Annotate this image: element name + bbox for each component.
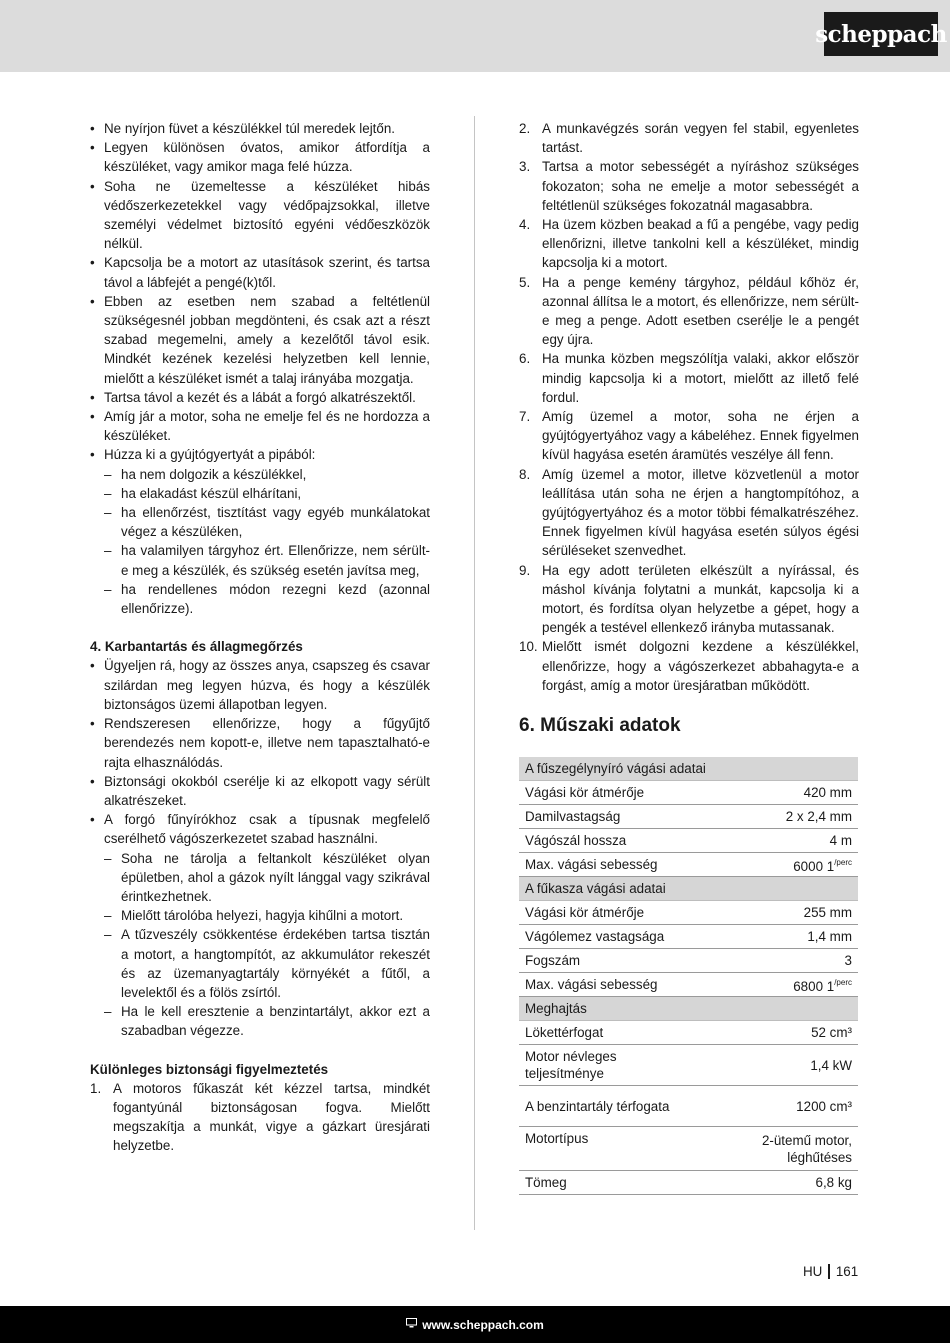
sub-list-item: – Mielőtt tárolóba helyezi, hagyja kihűlni a motort.	[104, 906, 430, 925]
spec-value: 2 x 2,4 mm	[694, 805, 858, 829]
numbered-item	[519, 465, 859, 561]
page-number-value: 161	[835, 1264, 859, 1279]
numbered-item	[519, 157, 859, 215]
header-bar	[0, 0, 950, 72]
numbered-item	[519, 407, 859, 465]
spec-value	[694, 973, 858, 997]
list-item: • Legyen különösen óvatos, amikor átfordítja a készüléket, vagy amikor maga felé húzza.	[90, 138, 430, 176]
spec-label: Tömeg	[519, 1171, 694, 1195]
table-row	[519, 829, 858, 853]
spec-label: Motor névleges teljesítménye	[519, 1045, 694, 1086]
list-item: • Ne nyírjon füvet a készülékkel túl meredek lejtőn.	[90, 119, 430, 138]
table-row	[519, 949, 858, 973]
list-item: • Ügyeljen rá, hogy az összes anya, csapszeg és csavar szilárdan meg legyen húzva, és hogy a készülék biztonságos üzemi állapotban legyen.	[90, 656, 430, 714]
right-column	[519, 119, 859, 1195]
table-section-row	[519, 757, 858, 781]
numbered-item	[519, 637, 859, 695]
spec-value: 3	[694, 949, 858, 973]
spec-value-unit: /perc	[834, 858, 852, 868]
list-item: • Amíg jár a motor, soha ne emelje fel és ne hordozza a készüléket.	[90, 407, 430, 445]
sub-list-item: – Ha le kell eresztenie a benzintartályt, akkor ezt a szabadban végezze.	[104, 1002, 430, 1040]
spec-label: Fogszám	[519, 949, 694, 973]
technical-data-table	[519, 757, 858, 1195]
spec-value-number: 6000 1	[793, 859, 835, 875]
website-url[interactable]: www.scheppach.com	[422, 1317, 544, 1332]
numbered-item	[90, 1079, 430, 1156]
item-text: A motoros fűkaszát két kézzel tartsa, mindkét fogantyúnál biztonságosan fogva. Mielőtt megszakítja a munkát, vigye a gázkart üresjárati helyzetbe.	[113, 1080, 430, 1154]
table-row	[519, 1021, 858, 1045]
table-row	[519, 853, 858, 877]
brand-logo: scheppach	[824, 12, 938, 56]
language-code: HU	[803, 1264, 823, 1279]
list-item-text: Húzza ki a gyújtógyertyát a pipából:	[104, 447, 316, 463]
list-item	[90, 445, 430, 618]
sub-dash-list	[104, 849, 430, 1041]
spec-value: 52 cm³	[694, 1021, 858, 1045]
table-row	[519, 925, 858, 949]
list-item: • Ebben az esetben nem szabad a feltétlenül szükségesnél jobban megdönteni, és csak azt a részt szabad megemelni, amely a kezelőtől távol esik. Mindkét kezének kezelési helyzetben kell lennie, mielőtt a készüléket ismét a talaj irányába mozgatja.	[90, 292, 430, 388]
item-text: Ha munka közben megszólítja valaki, akkor először mindig kapcsolja ki a motort, mielőtt az illető felé fordul.	[542, 351, 859, 405]
special-warning-list-continued	[519, 119, 859, 695]
table-section-label: A fűkasza vágási adatai	[519, 877, 858, 901]
maintenance-bullet-list	[90, 656, 430, 1040]
table-section-label: A fűszegélynyíró vágási adatai	[519, 757, 858, 781]
table-row	[519, 1086, 858, 1127]
spec-label: Vágólemez vastagsága	[519, 925, 694, 949]
spec-value-number: 6800 1	[793, 979, 835, 995]
table-row	[519, 1045, 858, 1086]
table-row	[519, 1171, 858, 1195]
spec-value: 6,8 kg	[694, 1171, 858, 1195]
item-number: 5.	[519, 274, 531, 290]
spec-value: 2-ütemű motor, léghűtéses	[694, 1127, 858, 1171]
table-row	[519, 973, 858, 997]
special-warning-list	[90, 1079, 430, 1156]
sub-list-item: – ha ellenőrzést, tisztítást vagy egyéb munkálatokat végez a készüléken,	[104, 503, 430, 541]
column-divider	[474, 116, 475, 1230]
sub-list-item: – ha rendellenes módon rezegni kezd (azonnal ellenőrizze).	[104, 580, 430, 618]
list-item: • Kapcsolja be a motort az utasítások szerint, és tartsa távol a lábfejét a pengé(k)től.	[90, 253, 430, 291]
list-item-text: A forgó fűnyírókhoz csak a típusnak megfelelő cserélhető vágószerkezetet szabad használni.	[104, 812, 430, 847]
sub-dash-list	[104, 465, 430, 619]
item-text: Ha egy adott területen elkészült a nyírással, és máshol kívánja folytatni a munkát, kapcsolja ki a motort, és fordítsa olyan helyzetbe a gépet, hogy a pengék a testével ellenkező irányba mutassanak.	[542, 562, 859, 636]
spec-label: Lökettérfogat	[519, 1021, 694, 1045]
sub-list-item: – ha nem dolgozik a készülékkel,	[104, 465, 430, 484]
numbered-item	[519, 215, 859, 273]
item-number: 6.	[519, 351, 531, 367]
item-text: Mielőtt ismét dolgozni kezdene a készülékkel, ellenőrizze, hogy a vágószerkezet abbahagyta-e a forgást, amíg a motor üresjáratban működött.	[542, 639, 859, 693]
numbered-item	[519, 561, 859, 638]
spec-value-unit: /perc	[834, 978, 852, 988]
sub-list-item: – A tűzveszély csökkentése érdekében tartsa tisztán a motort, a hangtompítót, az akkumulátor rekeszét és az üzemanyagtartály környékét a fűtől, a levelektől és a fölös zsírtól.	[104, 925, 430, 1002]
spec-label: Vágószál hossza	[519, 829, 694, 853]
page-number	[803, 1264, 858, 1279]
table-section-row	[519, 877, 858, 901]
spec-value: 1,4 mm	[694, 925, 858, 949]
footer-bar	[0, 1306, 950, 1343]
page-number-separator	[828, 1264, 830, 1279]
item-text: Tartsa a motor sebességét a nyíráshoz szükséges fokozaton; soha ne emelje a motor sebességét a feltétlenül szükséges fokozatnál magasabbra.	[542, 159, 859, 213]
item-number: 2.	[519, 121, 531, 136]
spec-label: Vágási kör átmérője	[519, 901, 694, 925]
item-text: Amíg üzemel a motor, illetve közvetlenül a motor leállítása után soha ne érjen a hangtompítóhoz, a gyújtógyertyához és a motor többi fémalkatrészéhez. Ennek figyelmen kívül hagyása esetén súlyos égési sérüléseket szenvedhet.	[542, 466, 859, 559]
spec-value: 255 mm	[694, 901, 858, 925]
spec-label: A benzintartály térfogata	[519, 1086, 694, 1127]
item-number: 10.	[519, 639, 538, 655]
numbered-item	[519, 273, 859, 350]
item-number: 1.	[90, 1080, 102, 1096]
table-row	[519, 901, 858, 925]
spec-value: 420 mm	[694, 781, 858, 805]
table-section-row	[519, 997, 858, 1021]
monitor-icon	[406, 1318, 417, 1331]
spec-value: 1200 cm³	[694, 1086, 858, 1127]
item-number: 8.	[519, 466, 531, 482]
left-column	[90, 119, 430, 1156]
spec-label: Damilvastagság	[519, 805, 694, 829]
list-item: • Soha ne üzemeltesse a készüléket hibás védőszerkezetekkel vagy védőpajzsokkal, illetve személyi védelmet biztosító egyéni védőeszközök nélkül.	[90, 177, 430, 254]
spec-label: Motortípus	[519, 1127, 694, 1171]
table-section-label: Meghajtás	[519, 997, 858, 1021]
sub-list-item: – ha elakadást készül elhárítani,	[104, 484, 430, 503]
table-row	[519, 805, 858, 829]
spec-value: 1,4 kW	[694, 1045, 858, 1086]
section-6-heading: 6. Műszaki adatok	[519, 715, 681, 737]
item-text: Amíg üzemel a motor, soha ne érjen a gyújtógyertyához vagy a kábeléhez. Ennek figyelmen kívül hagyása esetén áramütés veszélye áll fenn.	[542, 409, 859, 463]
sub-list-item: – Soha ne tárolja a feltankolt készüléket olyan épületben, ahol a gázok nyílt lánggal vagy szikrával érintkezhetnek.	[104, 849, 430, 907]
sub-list-item: – ha valamilyen tárgyhoz ért. Ellenőrizze, nem sérült-e meg a készülék, és szükség esetén javítsa meg,	[104, 541, 430, 579]
item-number: 3.	[519, 159, 531, 175]
numbered-item	[519, 119, 859, 157]
spec-label: Max. vágási sebesség	[519, 853, 694, 877]
special-warning-heading: Különleges biztonsági figyelmeztetés	[90, 1061, 329, 1077]
spec-value	[694, 853, 858, 877]
table-row	[519, 781, 858, 805]
item-number: 7.	[519, 409, 531, 425]
list-item: • Rendszeresen ellenőrizze, hogy a fűgyűjtő berendezés nem kopott-e, illetve nem tapasztalható-e rajta elhasználódás.	[90, 714, 430, 772]
list-item: • Biztonsági okokból cserélje ki az elkopott vagy sérült alkatrészeket.	[90, 772, 430, 810]
table-row	[519, 1127, 858, 1171]
spec-label: Max. vágási sebesség	[519, 973, 694, 997]
numbered-item	[519, 349, 859, 407]
section-4-heading: 4. Karbantartás és állagmegőrzés	[90, 639, 303, 655]
item-text: Ha üzem közben beakad a fű a pengébe, vagy pedig ellenőrizni, illetve tankolni kell a készüléket, mindig kapcsolja ki a motort.	[542, 217, 859, 271]
spec-label: Vágási kör átmérője	[519, 781, 694, 805]
item-text: A munkavégzés során vegyen fel stabil, egyenletes tartást.	[542, 121, 859, 156]
item-text: Ha a penge kemény tárgyhoz, például kőhöz ér, azonnal állítsa le a motort, és ellenőrizze, nem sérült-e meg a penge. Adott esetben cserélje le a pengét egy újra.	[542, 274, 859, 348]
item-number: 9.	[519, 562, 531, 578]
safety-bullet-list	[90, 119, 430, 618]
list-item	[90, 810, 430, 1040]
spec-value: 4 m	[694, 829, 858, 853]
list-item: • Tartsa távol a kezét és a lábát a forgó alkatrészektől.	[90, 388, 430, 407]
item-number: 4.	[519, 217, 531, 233]
